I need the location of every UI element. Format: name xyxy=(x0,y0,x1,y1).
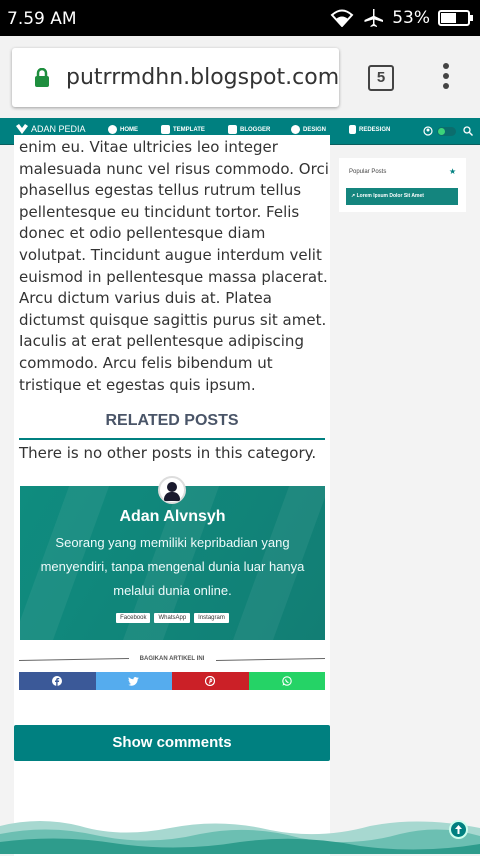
url-text: putrrmdhn.blogspot.com xyxy=(66,65,339,90)
popular-post-link[interactable] xyxy=(346,188,458,205)
search-icon[interactable] xyxy=(463,126,473,136)
avatar xyxy=(158,476,186,504)
nav-design-label: DESIGN xyxy=(303,126,327,133)
battery-icon xyxy=(438,10,474,26)
author-name: Adan Alvnsyh xyxy=(119,508,226,525)
scroll-to-top-button[interactable] xyxy=(449,820,468,839)
widget-title: Popular Posts xyxy=(349,169,387,175)
redesign-icon xyxy=(349,125,356,134)
share-heading: BAGIKAN ARTIKEL INI xyxy=(139,656,205,662)
footer-waves xyxy=(0,812,480,854)
user-icon[interactable] xyxy=(423,126,433,136)
nav-blogger[interactable] xyxy=(228,125,270,134)
whatsapp-icon xyxy=(282,676,292,686)
twitter-icon xyxy=(128,677,139,686)
related-posts-empty: There is no other posts in this category. xyxy=(19,444,317,462)
author-links xyxy=(20,613,325,623)
tab-switcher-button[interactable]: 5 xyxy=(368,65,394,91)
logo-icon xyxy=(16,124,28,134)
site-logo[interactable] xyxy=(16,124,86,134)
popular-posts-widget xyxy=(339,158,466,212)
status-time: 7.59 AM xyxy=(7,9,77,29)
nav-design[interactable] xyxy=(291,125,326,134)
share-twitter-button[interactable] xyxy=(96,672,173,690)
nav-redesign[interactable] xyxy=(349,125,390,134)
facebook-icon xyxy=(52,676,62,686)
toggle-knob xyxy=(438,128,445,135)
facebook-link[interactable]: Facebook xyxy=(116,613,150,623)
status-icons xyxy=(330,8,474,28)
nav-home[interactable] xyxy=(108,125,138,134)
nav-home-label: HOME xyxy=(120,126,138,133)
author-box xyxy=(20,486,325,640)
pinterest-icon xyxy=(205,676,215,686)
arrow-up-icon xyxy=(451,822,466,837)
theme-toggle[interactable] xyxy=(437,127,456,136)
whatsapp-link[interactable]: WhatsApp xyxy=(154,613,190,623)
home-icon xyxy=(108,125,117,134)
star-icon: ★ xyxy=(449,167,457,176)
related-posts-heading: RELATED POSTS xyxy=(19,412,325,440)
nav-template-label: TEMPLATE xyxy=(173,126,205,133)
nav-blogger-label: BLOGGER xyxy=(240,126,271,133)
article-body: enim eu. Vitae ultricies leo integer malesuada nunc vel risus commodo. Orci phasellus egestas tellus rutrum tellus pellentesque eu tincidunt tortor. Felis donec et odio pellentesque diam volutpat. Tincidunt augue interdum velit euismod in pellentesque massa placerat. Arcu dictum varius duis at. Platea dictumst quisque sagittis purus sit amet. Iaculis at erat pellentesque adipiscing commodo. Arcu felis bibendum ut tristique et egestas quis ipsum. xyxy=(19,138,329,394)
share-pinterest-button[interactable] xyxy=(172,672,249,690)
blogger-icon xyxy=(228,125,237,134)
wifi-icon xyxy=(330,9,354,27)
share-whatsapp-button[interactable] xyxy=(249,672,326,690)
airplane-icon xyxy=(362,8,384,28)
page-content xyxy=(0,138,480,854)
battery-percent: 53% xyxy=(392,8,430,28)
status-bar xyxy=(0,0,480,36)
nav-template[interactable] xyxy=(161,125,205,134)
site-brand: ADAN PEDIA xyxy=(31,124,86,134)
instagram-link[interactable]: Instagram xyxy=(194,613,229,623)
show-comments-button[interactable]: Show comments xyxy=(14,725,330,761)
author-bio: Seorang yang memiliki kepribadian yang menyendiri, tanpa mengenal dunia luar hanya melalui dunia online. xyxy=(40,535,305,598)
address-bar[interactable] xyxy=(12,48,339,107)
template-icon xyxy=(161,125,170,134)
external-link-icon: ↗ xyxy=(351,193,357,199)
lock-icon xyxy=(34,68,50,88)
share-facebook-button[interactable] xyxy=(19,672,96,690)
popular-post-title: Lorem Ipsum Dolor Sit Amet xyxy=(356,193,424,199)
nav-redesign-label: REDESIGN xyxy=(359,126,391,133)
menu-icon[interactable] xyxy=(438,63,454,93)
design-icon xyxy=(291,125,300,134)
share-buttons xyxy=(19,672,325,690)
browser-toolbar xyxy=(0,36,480,118)
